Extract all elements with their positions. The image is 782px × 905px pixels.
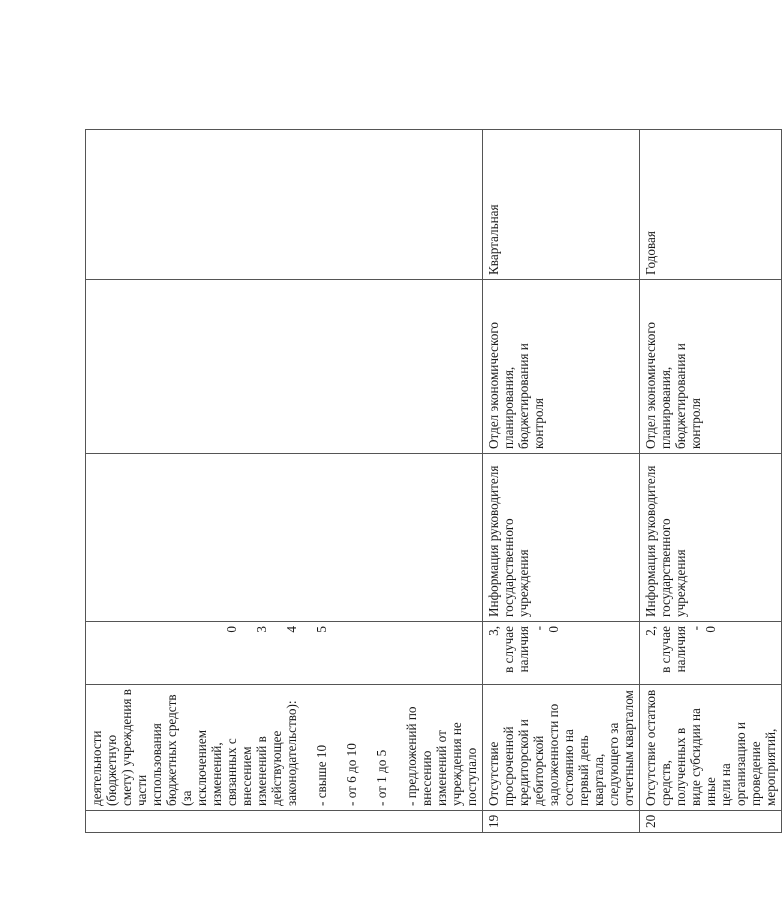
source-line: Информация руководителя [486, 465, 501, 617]
indicator-line: квартала, следующего за [591, 722, 621, 806]
cell-period [640, 130, 782, 280]
cell-responsible [86, 280, 483, 454]
responsible-line: бюджетирования и [516, 343, 531, 449]
source-line: Информация руководителя [643, 465, 658, 617]
indicator-line: Отсутствие остатков [643, 689, 658, 806]
cell-indicator [483, 685, 640, 811]
cell-source [483, 454, 640, 622]
score-line: 0 [546, 626, 561, 633]
option-label: - от 6 до 10 [344, 743, 359, 806]
indicator-line: кредиторской и [516, 719, 531, 806]
responsible-line: бюджетирования и [673, 343, 688, 449]
score-line: 2, [643, 626, 658, 636]
cell-indicator [640, 685, 782, 811]
responsible-line: контроля [688, 398, 703, 449]
score-line: в случае [658, 626, 673, 673]
indicator-line: отчетным кварталом [621, 690, 636, 806]
indicator-line: исключением изменений, [194, 729, 224, 806]
responsible-line: контроля [531, 398, 546, 449]
option-label: - свыше 10 [314, 744, 329, 806]
score-line: 0 [703, 626, 718, 633]
table-row-20 [640, 130, 782, 833]
rotated-table-wrapper [85, 130, 778, 833]
responsible-clip [486, 284, 546, 449]
cell-score [640, 622, 782, 685]
indicator-line: смету) учреждения в части [119, 689, 149, 806]
indicator-line: Отсутствие просроченной [486, 726, 516, 806]
responsible-line: планирования, [501, 366, 516, 449]
indicator-line: бюджетных средств (за [164, 694, 194, 806]
option-score: 0 [224, 626, 239, 633]
indicator-line: задолженности по [546, 703, 561, 806]
indicator-line: использования [149, 723, 164, 806]
indicator-line: законодательство): [284, 700, 299, 806]
score-line: 3, [486, 626, 501, 636]
score-line: наличия - [516, 626, 546, 673]
indicator-line: проведение мероприятий, [748, 728, 778, 806]
option-score: 4 [284, 626, 299, 633]
cell-period [86, 130, 483, 280]
cell-source [640, 454, 782, 622]
indicator-line: состоянию на первый день [561, 729, 591, 806]
period-text: Годовая [643, 231, 658, 275]
cell-indicator [86, 685, 483, 811]
cell-score [86, 622, 483, 685]
indicator-line: дебиторской [531, 735, 546, 806]
score-line: в случае [501, 626, 516, 673]
indicator-line: цели на организацию и [718, 722, 748, 806]
cell-source [86, 454, 483, 622]
responsible-line: Отдел экономического [486, 321, 501, 449]
table-row-continuation [86, 130, 483, 833]
period-text: Квартальная [486, 204, 501, 275]
option-score: 3 [254, 626, 269, 633]
option-label: учреждения не поступало [449, 722, 479, 806]
indicator-line: виде субсидии на иные [688, 708, 718, 806]
indicator-line: средств, полученных в [658, 727, 688, 806]
indicator-line: связанных с внесением [224, 738, 254, 806]
cell-number: 19 [483, 811, 640, 833]
table-row-19 [483, 130, 640, 833]
cell-period [483, 130, 640, 280]
indicator-line: деятельности (бюджетную [89, 730, 119, 806]
cell-number [86, 811, 483, 833]
cell-number: 20 [640, 811, 782, 833]
option-label: - предложений по [404, 706, 419, 806]
option-label: внесению изменений от [419, 730, 449, 806]
responsible-line: планирования, [658, 366, 673, 449]
score-line: наличия - [673, 626, 703, 673]
responsible-line: Отдел экономического [643, 321, 658, 449]
criteria-table [85, 129, 782, 833]
cell-responsible [640, 280, 782, 454]
cell-score [483, 622, 640, 685]
option-label: - от 1 до 5 [374, 749, 389, 806]
option-score: 5 [314, 626, 329, 633]
cell-responsible [483, 280, 640, 454]
source-line: государственного учреждения [501, 518, 531, 617]
indicator-line: изменений в действующее [254, 730, 284, 806]
source-line: государственного учреждения [658, 518, 688, 617]
